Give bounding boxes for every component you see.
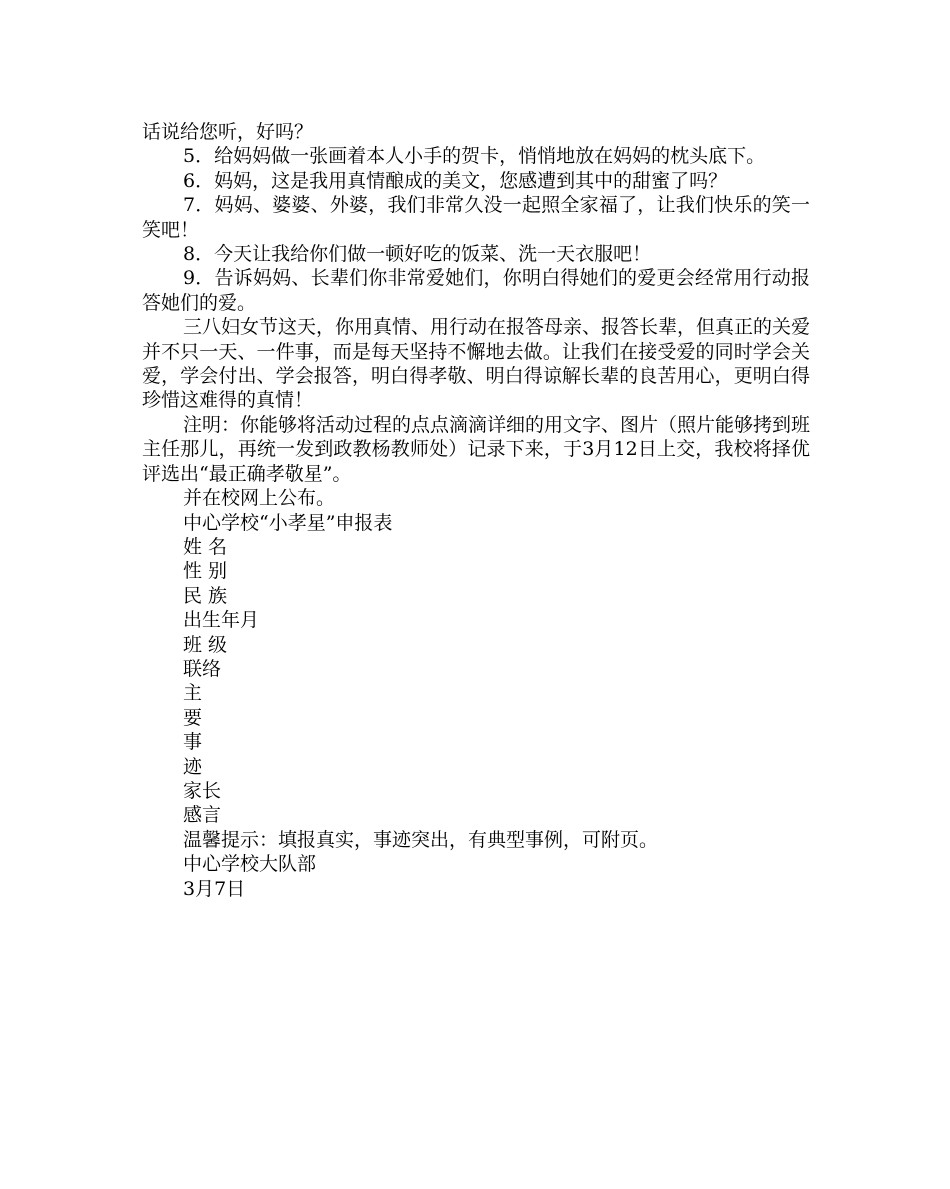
form-field-name: 姓 名 — [183, 535, 228, 558]
signature-org: 中心学校大队部 — [183, 853, 317, 876]
document-page — [142, 120, 810, 901]
publish-note: 并在校网上公布。 — [183, 487, 336, 510]
form-field-class: 班 级 — [183, 633, 228, 656]
tip-text: 温馨提示：填报真实，事迹突出，有典型事例，可附页。 — [183, 828, 659, 851]
form-title: 中心学校“小孝星”申报表 — [183, 511, 393, 534]
list-item-8: 8．今天让我给你们做一顿好吃的饭菜、洗一天衣服吧！ — [183, 243, 652, 266]
form-field-deeds-1: 主 — [183, 682, 203, 705]
form-field-deeds-2: 要 — [183, 706, 203, 729]
closing-paragraph: 三八妇女节这天，你用真情、用行动在报答母亲、报答长辈，但真正的关爱并不只一天、一件事，而是每天坚持不懈地去做。让我们在接受爱的同时学会关爱，学会付出、学会报答，明白得孝敬、明白得谅解长辈的良苦用心，更明白得珍惜这难得的真情！ — [142, 316, 811, 412]
form-field-birth: 出生年月 — [183, 609, 260, 632]
form-field-gender: 性 别 — [183, 560, 228, 583]
list-item-5: 5．给妈妈做一张画着本人小手的贺卡，悄悄地放在妈妈的枕头底下。 — [183, 145, 766, 168]
paragraph-continuation: 话说给您听，好吗？ — [142, 121, 314, 143]
form-field-deeds-4: 迹 — [183, 755, 203, 778]
list-item-9: 9．告诉妈妈、长辈们你非常爱她们，你明白得她们的爱更会经常用行动报答她们的爱。 — [142, 267, 810, 314]
form-field-parent-1: 家长 — [183, 779, 222, 802]
signature-date: 3月7日 — [183, 877, 246, 900]
form-field-ethnicity: 民 族 — [183, 584, 228, 607]
list-item-7: 7．妈妈、婆婆、外婆，我们非常久没一起照全家福了，让我们快乐的笑一笑吧！ — [142, 194, 810, 241]
form-field-parent-2: 感言 — [183, 804, 222, 827]
form-field-contact: 联络 — [183, 657, 222, 680]
form-field-deeds-3: 事 — [183, 731, 203, 754]
note-paragraph: 注明：你能够将活动过程的点点滴滴详细的用文字、图片（照片能够拷到班主任那儿，再统一发到政教杨教师处）记录下来，于3月12日上交，我校将择优评选出“最正确孝敬星”。 — [142, 413, 811, 485]
list-item-6: 6．妈妈，这是我用真情酿成的美文，您感遭到其中的甜蜜了吗？ — [183, 169, 728, 192]
